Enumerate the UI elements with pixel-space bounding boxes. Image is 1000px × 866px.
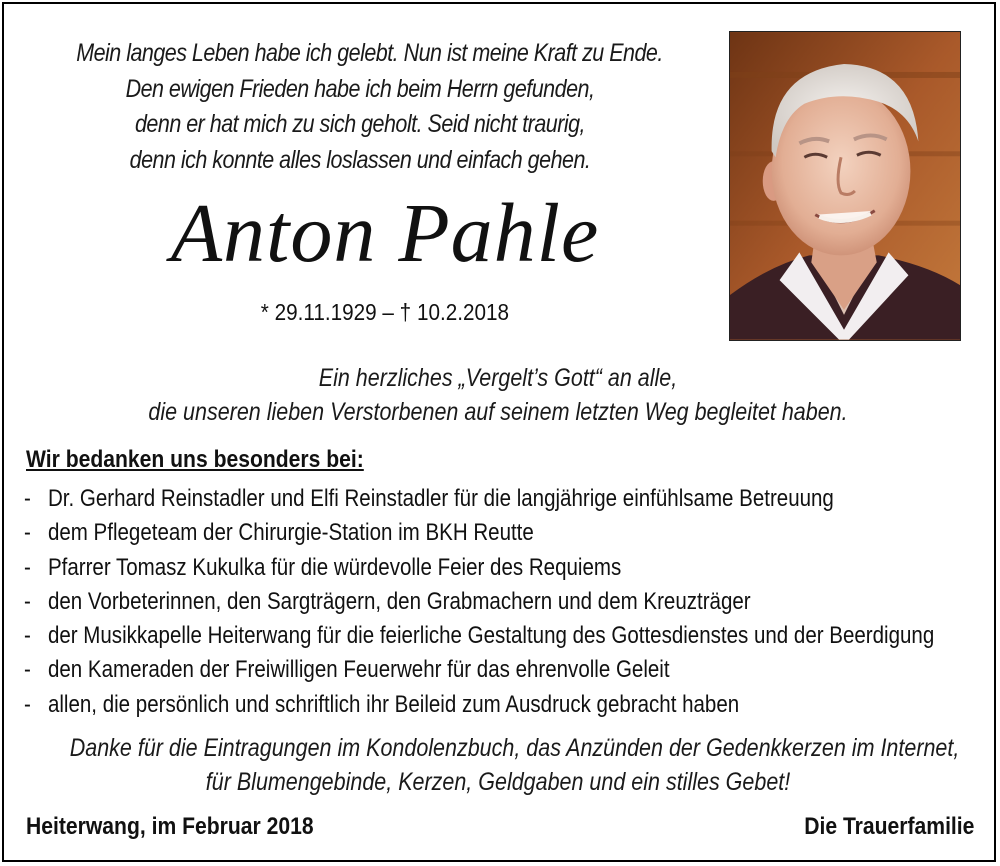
list-item-text: dem Pflegeteam der Chirurgie-Station im BKH Reutte	[47, 519, 534, 547]
dash-bullet: -	[24, 622, 31, 650]
life-dates-text: * 29.11.1929 – † 10.2.2018	[260, 299, 510, 325]
list-item-text: der Musikkapelle Heiterwang für die feierliche Gestaltung des Gottesdienstes und der Beerdigung	[47, 622, 935, 650]
list-item-text: Pfarrer Tomasz Kukulka für die würdevolle Feier des Requiems	[47, 553, 622, 581]
list-item-text: den Vorbeterinnen, den Sargträgern, den Grabmachern und dem Kreuzträger	[47, 587, 751, 615]
list-item	[24, 516, 845, 550]
list-item	[24, 653, 845, 687]
poem-line: denn ich konnte alles loslassen und einfach gehen.	[129, 145, 591, 174]
dash-bullet: -	[24, 485, 31, 512]
list-item-text: Dr. Gerhard Reinstadler und Elfi Reinstadler für die langjährige einfühlsame Betreuung	[47, 485, 834, 512]
special-thanks-heading: Wir bedanken uns besonders bei:	[26, 446, 364, 473]
dash-bullet: -	[24, 690, 31, 718]
place-date: Heiterwang, im Februar 2018	[26, 813, 314, 840]
portrait-photo	[729, 31, 961, 341]
poem-line: Mein langes Leben habe ich gelebt. Nun ist meine Kraft zu Ende.	[76, 39, 663, 67]
deceased-name: Anton Pahle	[170, 187, 600, 280]
poem-line: Den ewigen Frieden habe ich beim Herrn gefunden,	[125, 74, 595, 103]
list-item-text: allen, die persönlich und schriftlich ihr Beileid zum Ausdruck gebracht haben	[47, 690, 740, 718]
life-dates	[160, 299, 610, 326]
thanks-intro	[0, 361, 996, 429]
dash-bullet: -	[24, 553, 31, 581]
list-item	[24, 482, 845, 516]
closing-line: Danke für die Eintragungen im Kondolenzbuch, das Anzünden der Gedenkkerzen im Internet,	[69, 734, 960, 762]
list-item	[24, 551, 845, 585]
dash-bullet: -	[24, 656, 31, 684]
dash-bullet: -	[24, 587, 31, 615]
signature: Die Trauerfamilie	[803, 813, 974, 840]
list-item	[24, 585, 845, 619]
list-item-text: den Kameraden der Freiwilligen Feuerwehr für das ehrenvolle Geleit	[47, 656, 670, 684]
poem-line: denn er hat mich zu sich geholt. Seid nicht traurig,	[134, 110, 586, 138]
special-thanks-list	[24, 482, 984, 722]
closing-line: für Blumengebinde, Kerzen, Geldgaben und ein stilles Gebet!	[205, 768, 791, 796]
portrait-illustration	[730, 32, 960, 340]
list-item	[24, 619, 935, 653]
poem	[30, 36, 690, 178]
thanks-line: die unseren lieben Verstorbenen auf seinem letzten Weg begleitet haben.	[148, 398, 848, 426]
dash-bullet: -	[24, 519, 31, 547]
thanks-line: Ein herzliches „Vergelt’s Gott“ an alle,	[318, 364, 678, 392]
list-item	[24, 688, 845, 722]
closing-text	[0, 731, 996, 799]
